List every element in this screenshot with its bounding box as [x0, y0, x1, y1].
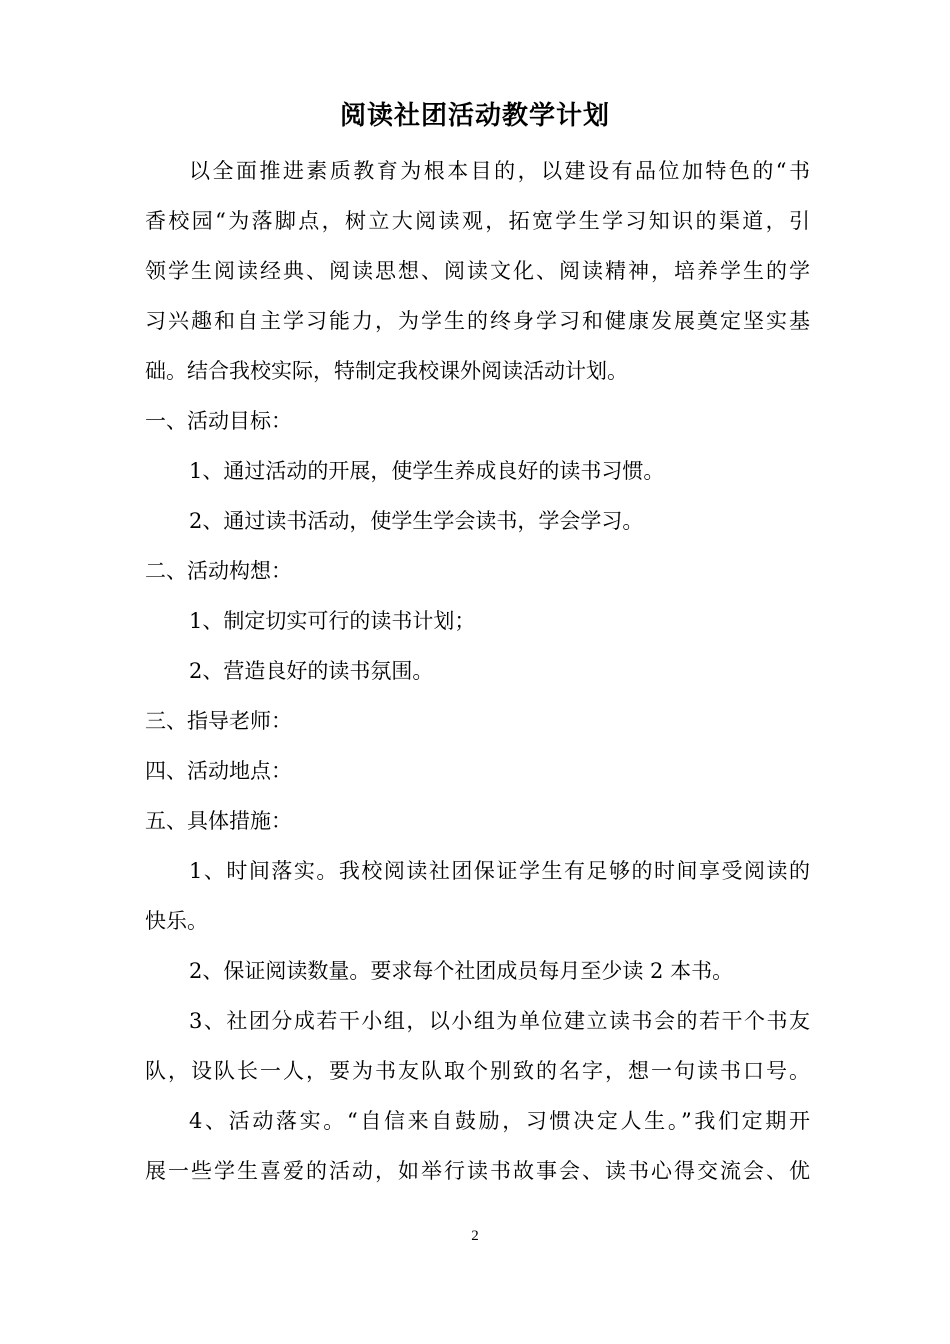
page-number: 2 — [471, 1228, 479, 1244]
concept-item: 1、制定切实可行的读书计划； — [189, 609, 476, 633]
measure-line: 快乐。 — [145, 909, 208, 933]
measure-line: 1、时间落实。我校阅读社团保证学生有足够的时间享受阅读的 — [189, 859, 810, 883]
goal-item: 2、通过读书活动，使学生学会读书，学会学习。 — [189, 509, 644, 533]
intro-line: 习兴趣和自主学习能力，为学生的终身学习和健康发展奠定坚实基 — [145, 309, 810, 333]
concept-item: 2、营造良好的读书氛围。 — [189, 659, 434, 683]
measure-line: 4、活动落实。“自信来自鼓励，习惯决定人生。”我们定期开 — [189, 1109, 810, 1133]
intro-line: 领学生阅读经典、阅读思想、阅读文化、阅读精神，培养学生的学 — [145, 259, 810, 283]
section-heading-goals: 一、活动目标： — [145, 409, 292, 433]
measure-line: 2、保证阅读数量。要求每个社团成员每月至少读 2 本书。 — [189, 959, 734, 983]
intro-line: 以全面推进素质教育为根本目的，以建设有品位加特色的“书 — [189, 159, 810, 183]
section-heading-measures: 五、具体措施： — [145, 809, 292, 833]
section-heading-concept: 二、活动构想： — [145, 559, 292, 583]
section-heading-location: 四、活动地点： — [145, 759, 292, 783]
goal-item: 1、通过活动的开展，使学生养成良好的读书习惯。 — [189, 459, 665, 483]
measure-line: 展一些学生喜爱的活动，如举行读书故事会、读书心得交流会、优 — [145, 1159, 810, 1183]
measure-line: 队，设队长一人，要为书友队取个别致的名字，想一句读书口号。 — [145, 1059, 810, 1083]
intro-line: 香校园“为落脚点，树立大阅读观，拓宽学生学习知识的渠道，引 — [145, 209, 810, 233]
measure-line: 3、社团分成若干小组，以小组为单位建立读书会的若干个书友 — [189, 1009, 810, 1033]
section-heading-teacher: 三、指导老师： — [145, 709, 292, 733]
intro-line: 础。结合我校实际，特制定我校课外阅读活动计划。 — [145, 359, 628, 383]
document-title: 阅读社团活动教学计划 — [339, 101, 610, 131]
